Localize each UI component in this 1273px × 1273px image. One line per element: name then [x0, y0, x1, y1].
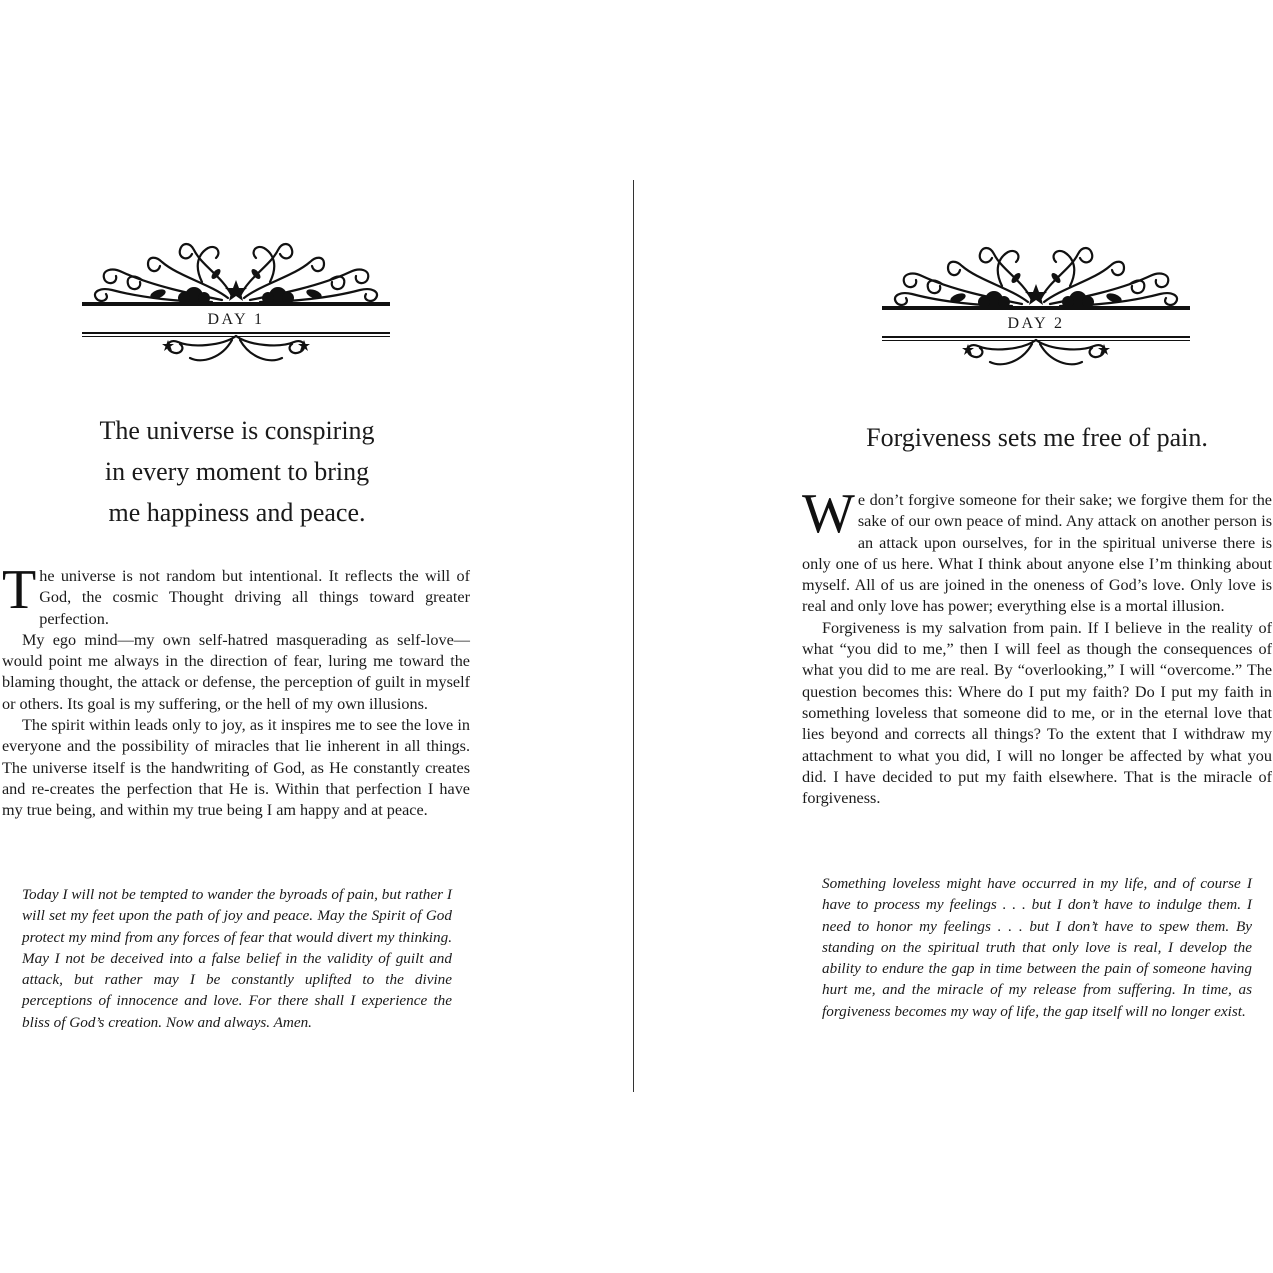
drop-cap: T [2, 559, 37, 621]
affirmation-line: Forgiveness sets me free of pain. [866, 423, 1208, 452]
reflection-text-right [802, 483, 1272, 809]
day-heading-right: DAY 2 [1007, 315, 1065, 332]
floral-flourish-icon [82, 236, 390, 368]
floral-flourish-icon [882, 240, 1190, 372]
affirmation-title-right [802, 417, 1272, 458]
affirmation-title-left [62, 410, 412, 533]
reflection-text-left [2, 559, 470, 822]
paragraph-text: he universe is not random but intentional. It reflects the will of God, the cosmic Thought driving all things toward greater perfection. [39, 567, 470, 628]
page-gutter-divider [633, 180, 634, 1092]
paragraph-text: e don’t forgive someone for their sake; we forgive them for the sake of our own peace of mind. Any attack on another person is an attack upon ourselves, for in the spiritual universe there is only one of us here. What I think about anyone else I’m thinking about myself. All of us are joined in the oneness of God’s love. Only love is real and only love has power; everything else is a mortal illusion. [802, 491, 1272, 616]
affirmation-line: me happiness and peace. [108, 498, 366, 527]
body-paragraph [2, 559, 470, 630]
affirmation-line: The universe is conspiring [99, 416, 375, 445]
prayer-text-left: Today I will not be tempted to wander the byroads of pain, but rather I will set my feet upon the path of joy and peace. May the Spirit of God protect my mind from any forces of fear that would divert my thinking. May I not be deceived into a false belief in the validity of guilt and attack, but rather may I be constantly uplifted to the divine perceptions of innocence and love. For there shall I experience the bliss of God’s creation. Now and always. Amen. [22, 886, 452, 1031]
body-paragraph: Forgiveness is my salvation from pain. If I believe in the reality of what “you did to me,” then I will feel as though the consequences of what you did to me are real. By “overlooking,” I will “overcome.” The question becomes this: Where do I put my faith? Do I put my faith in something loveless that someone did to me, or in the eternal love that lies beyond and corrects all things? To the extent that I withdraw my attachment to what you did, I will no longer be affected by what you did. I have decided to put my faith elsewhere. That is the miracle of forgiveness. [802, 618, 1272, 808]
body-paragraph: My ego mind—my own self-hatred masquerading as self-love—would point me always in the direction of fear, luring me toward the blaming thought, the attack or defense, the perception of guilt in myself or others. Its goal is my suffering, or the hell of my own illusions. [2, 630, 470, 713]
day-heading-left: DAY 1 [207, 311, 265, 328]
affirmation-line: in every moment to bring [104, 457, 370, 486]
body-paragraph [802, 483, 1272, 618]
drop-cap: W [802, 483, 855, 545]
body-paragraph: The spirit within leads only to joy, as it inspires me to see the love in everyone and the possibility of miracles that lie inherent in all things. The universe itself is the handwriting of God, as He constantly creates and re-creates the perfection that He is. Within that perfection I have my true being, and within my true being I am happy and at peace. [2, 716, 470, 820]
prayer-text-right: Something loveless might have occurred in my life, and of course I have to process my feelings . . . but I don’t have to indulge them. I need to honor my feelings . . . but I don’t have to spew them. By standing on the spiritual truth that only love is real, I develop the ability to endure the gap in time between the pain of someone having hurt me, and the miracle of my release from suffering. In time, as forgiveness becomes my way of life, the gap itself will no longer exist. [822, 875, 1252, 1020]
